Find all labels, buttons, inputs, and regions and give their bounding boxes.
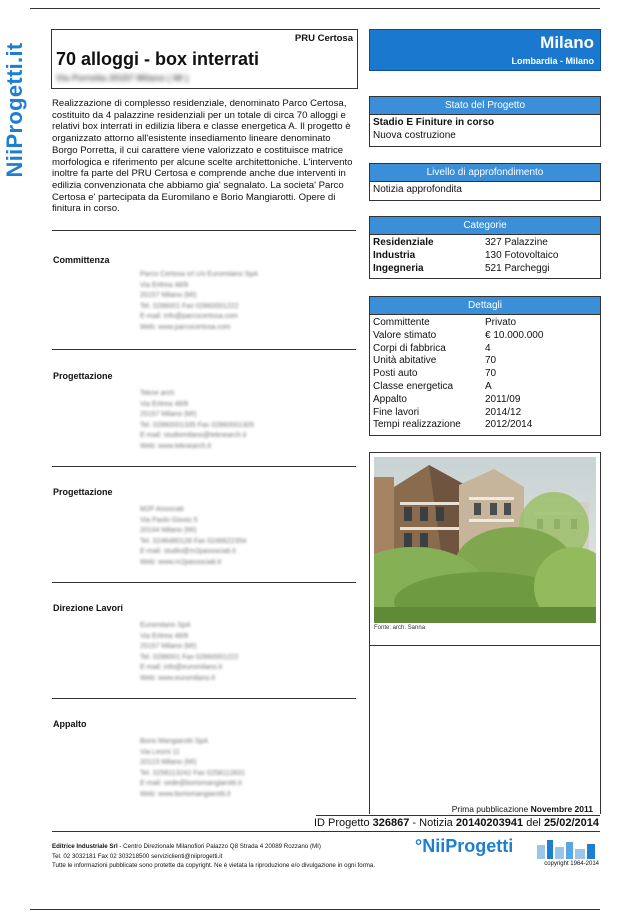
category-row: Industria 130 Fotovoltaico [373, 249, 559, 261]
project-photo [374, 457, 596, 623]
detail-row: Classe energetica A [373, 380, 492, 392]
photo-credit: Fonte: arch. Sanna [374, 625, 426, 631]
footer-company: Editrice Industriale Srl - Centro Direzionale Milanofiori Palazzo Q8 Strada 4 20089 Rozzano (MI) [52, 843, 321, 850]
section-label: Direzione Lavori [53, 603, 124, 613]
section-label: Progettazione [53, 371, 113, 381]
stato-header: Stato del Progetto [370, 97, 600, 115]
first-publication: Prima pubblicazione Novembre 2011 [451, 804, 593, 814]
stato-stage: Stadio E Finiture in corso [373, 117, 495, 128]
page-title: 70 alloggi - box interrati [56, 49, 260, 69]
project-id-line: ID Progetto 326867 - Notizia 20140203941 del 25/02/2014 [313, 817, 599, 829]
dettagli-panel [369, 296, 601, 436]
section-divider [52, 582, 356, 583]
dettagli-header: Dettagli [370, 297, 600, 315]
section-divider [52, 349, 356, 350]
section-divider [52, 698, 356, 699]
footer-logo: °NiiProgetti [415, 836, 514, 856]
livello-panel [369, 163, 601, 201]
footer-contacts: Tel. 02 3032181 Fax 02 303218500 serviziclienti@niiprogetti.it [52, 853, 223, 860]
title-box [51, 29, 358, 89]
detail-row: Corpi di fabbrica 4 [373, 342, 491, 354]
section-contacts: Euromilano SpA Via Eritrea 48/8 20157 Milano (MI) Tel. 0286001 Fax 02860001222 E-mail: info@euromilano.it Web: www.euromilano.it [140, 622, 239, 682]
detail-row: Committente Privato [373, 317, 517, 328]
footer-rule [52, 831, 600, 832]
section-contacts: Borio Mangiarotti SpA Via Lesmi 11 20123 Milano (MI) Tel. 0258113242 Fax 0258112831 E-mail: sede@boriomangiarotti.it Web: www.boriomangiarotti.it [140, 738, 246, 798]
section-contacts: M2P Associati Via Paolo Giovio 5 20144 Milano (MI) Tel. 0246480128 Fax 0246622354 E-mail: studio@m2passociati.it Web: www.m2passociati.it [140, 506, 247, 566]
section-contacts: Parco Certosa srl c/o Euromilano SpA Via Eritrea 48/8 20157 Milano (MI) Tel. 0286001 Fax 02860001222 E-mail: info@parcocertosa.com Web: www.parcocertosa.com [140, 271, 258, 331]
category-row: Ingegneria 521 Parcheggi [373, 262, 550, 274]
copyright: copyright 1964-2014 [544, 861, 599, 867]
city-name: Milano [540, 33, 594, 52]
detail-row: Unità abitative 70 [373, 355, 497, 367]
notes-box [369, 644, 601, 814]
category-row: Residenziale 327 Palazzine [373, 237, 548, 248]
id-rule [316, 815, 600, 816]
section-contacts: Tekne arch Via Eritrea 48/8 20157 Milano (MI) Tel. 02860001335 Fax 02860001305 E-mail: studiomilano@teknearch.it Web: www.teknearch.it [140, 390, 255, 450]
photo-frame [369, 452, 601, 646]
detail-row: Fine lavori 2014/12 [373, 406, 522, 418]
project-description: Realizzazione di complesso residenziale, denominato Parco Certosa, costituito da 4 palazzine residenziali per un totale di circa 70 alloggi e relativi box interrati in edilizia libera e classe energetica A. Il progetto è organizzato attorno all'esistente insediamento lineare denominato Borgo Porretta, il cui carattere viene valorizzato e costituisce matrice morfologica e riferimento per alcune scelte architettoniche. L'intervento inoltre fa parte del PRU Certosa e comprende anche due interventi in edilizia convenzionata che abbiamo gia' segnalato. La societa' Parco Certosa e' partecipata da Euromilano e Borio Mangiarotti. Opere di finitura in corso. [52, 98, 353, 215]
livello-value: Notizia approfondita [373, 184, 462, 195]
top-rule [30, 8, 600, 9]
footer-rights: Tutte le informazioni pubblicate sono protette da copyright. Ne è vietata la riproduzione e/o divulgazione in ogni forma. [52, 862, 376, 869]
categorie-panel [369, 216, 601, 279]
stato-type: Nuova costruzione [373, 129, 456, 141]
detail-row: Valore stimato € 10.000.000 [373, 329, 544, 341]
region-name: Lombardia - Milano [511, 56, 594, 66]
section-label: Progettazione [53, 487, 113, 497]
detail-row: Appalto 2011/09 [373, 393, 521, 405]
detail-row: Tempi realizzazione 2012/2014 [373, 419, 533, 431]
section-divider [52, 230, 356, 231]
section-label: Appalto [53, 719, 87, 729]
detail-row: Posti auto 70 [373, 368, 497, 380]
bottom-rule [30, 909, 600, 910]
stato-panel [369, 96, 601, 147]
project-address: Via Porretta 20157 Milano ( MI ) [56, 73, 189, 83]
livello-header: Livello di approfondimento [370, 164, 600, 182]
categorie-header: Categorie [370, 217, 600, 235]
skyline-icon [535, 837, 599, 859]
section-divider [52, 466, 356, 467]
project-tag: PRU Certosa [294, 33, 353, 44]
side-logo: NiiProgetti.it [2, 42, 27, 178]
section-label: Committenza [53, 255, 110, 265]
location-box [369, 29, 601, 71]
